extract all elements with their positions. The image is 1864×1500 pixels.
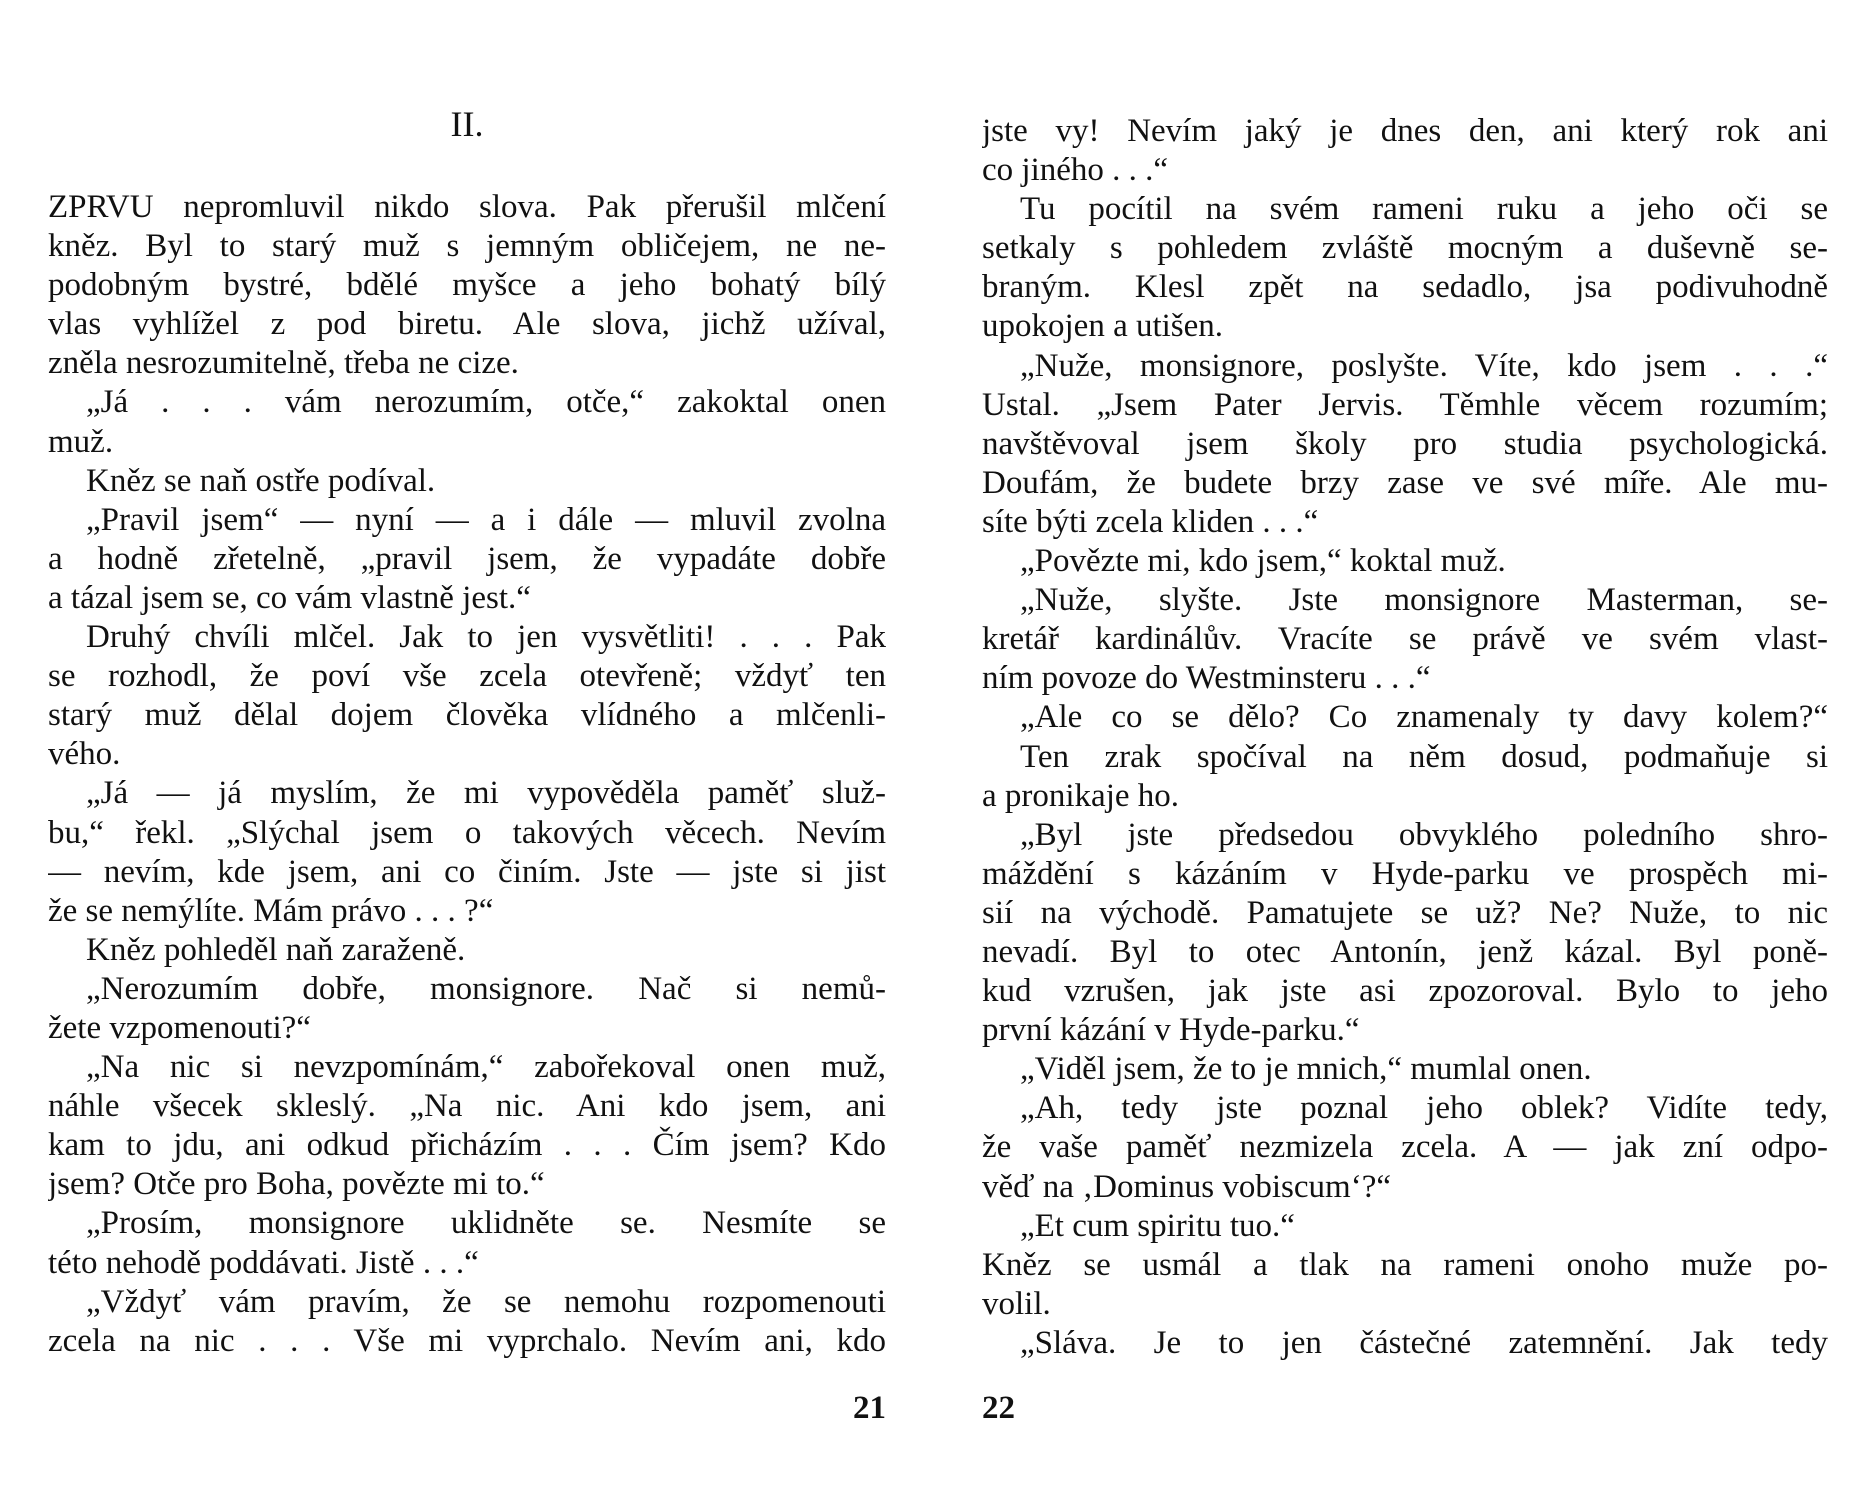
right-page-number: 22 [982,1390,1015,1426]
text-line: co jiného . . .“ [982,152,1169,189]
left-page-number: 21 [853,1390,886,1426]
text-line: nevadí. Byl to otec Antonín, jenž kázal. Byl poně- [982,933,1828,970]
text-line: zcela na nic . . . Vše mi vyprchalo. Nevím ani, kdo [48,1322,886,1359]
text-line: ním povoze do Westminsteru . . .“ [982,660,1431,697]
right-page [982,0,1828,1500]
text-line: podobným bystré, bdělé myšce a jeho bohatý bílý [48,267,886,304]
left-page [48,0,886,1500]
text-line: kněz. Byl to starý muž s jemným obličejem, ne ne- [48,228,886,265]
text-line: Kněz pohleděl naň zaraženě. [86,931,466,968]
text-line: „Nuže, monsignore, poslyšte. Víte, kdo jsem . . .“ [1020,347,1828,384]
text-line: že vaše paměť nezmizela zcela. A — jak zní odpo- [982,1129,1828,1166]
text-line: Ustal. „Jsem Pater Jervis. Těmhle věcem rozumím; [982,386,1828,423]
text-line: kam to jdu, ani odkud přicházím . . . Čím jsem? Kdo [48,1127,886,1164]
text-line: „Sláva. Je to jen částečné zatemnění. Jak tedy [1020,1324,1828,1361]
text-line: „Ale co se dělo? Co znamenaly ty davy kolem?“ [1020,699,1828,736]
text-line: „Pravil jsem“ — nyní — a i dále — mluvil zvolna [86,501,886,538]
text-line: této nehodě poddávati. Jistě . . .“ [48,1244,479,1281]
text-line: jsem? Otče pro Boha, povězte mi to.“ [48,1166,545,1203]
text-line: „Prosím, monsignore uklidněte se. Nesmíte se [86,1205,886,1242]
text-line: síte býti zcela kliden . . .“ [982,503,1319,540]
text-line: „Viděl jsem, že to je mnich,“ mumlal onen. [1020,1051,1592,1088]
text-line: volil. [982,1285,1051,1322]
text-line: „Vždyť vám pravím, že se nemohu rozpomenouti [86,1283,886,1320]
text-line: braným. Klesl zpět na sedadlo, jsa podivuhodně [982,269,1828,306]
text-line: žete vzpomenouti?“ [48,1009,311,1046]
text-line: vého. [48,736,121,773]
text-line: upokojen a utišen. [982,308,1224,345]
text-line: starý muž dělal dojem člověka vlídného a mlčenli- [48,697,886,734]
text-line: zněla nesrozumitelně, třeba ne cize. [48,345,519,382]
text-line: se rozhodl, že poví vše zcela otevřeně; vždyť ten [48,658,886,695]
text-line: „Ah, tedy jste poznal jeho oblek? Vidíte tedy, [1020,1090,1828,1127]
text-line: a hodně zřetelně, „pravil jsem, že vypadáte dobře [48,540,886,577]
text-line: Kněz se usmál a tlak na rameni onoho muže po- [982,1246,1828,1283]
text-line: „Byl jste předsedou obvyklého poledního shro- [1020,816,1828,853]
right-page-text [982,112,1828,1363]
text-line: Ten zrak spočíval na něm dosud, podmaňuje si [1020,738,1828,775]
text-line: „Nerozumím dobře, monsignore. Nač si nemů- [86,970,886,1007]
text-line: věď na ‚Dominus vobiscum‘?“ [982,1168,1391,1205]
text-line: navštěvoval jsem školy pro studia psychologická. [982,425,1828,462]
text-line: Tu pocítil na svém rameni ruku a jeho oči se [1020,191,1828,228]
chapter-heading: II. [450,104,484,144]
text-line: Kněz se naň ostře podíval. [86,462,436,499]
text-line: že se nemýlíte. Mám právo . . . ?“ [48,892,494,929]
text-line: „Na nic si nevzpomínám,“ zabořekoval onen muž, [86,1049,886,1086]
text-line: setkaly s pohledem zvláště mocným a duševně se- [982,230,1828,267]
text-line: máždění s kázáním v Hyde-parku ve prospěch mi- [982,855,1828,892]
text-line: ZPRVU nepromluvil nikdo slova. Pak přerušil mlčení [48,189,886,225]
left-page-text [48,188,886,1361]
text-line: kretář kardinálův. Vracíte se právě ve svém vlast- [982,621,1828,658]
text-line: „Et cum spiritu tuo.“ [1020,1207,1295,1244]
text-line: a tázal jsem se, co vám vlastně jest.“ [48,579,531,616]
text-line: vlas vyhlížel z pod biretu. Ale slova, jichž užíval, [48,306,886,343]
text-line: — nevím, kde jsem, ani co činím. Jste — jste si jist [48,853,886,890]
text-line: náhle všecek skleslý. „Na nic. Ani kdo jsem, ani [48,1088,886,1125]
text-line: Druhý chvíli mlčel. Jak to jen vysvětliti! . . . Pak [86,619,886,656]
text-line: „Já — já myslím, že mi vypověděla paměť služ- [86,775,886,812]
text-line: „Povězte mi, kdo jsem,“ koktal muž. [1020,543,1506,580]
text-line: první kázání v Hyde-parku.“ [982,1012,1360,1049]
text-line: kud vzrušen, jak jste asi zpozoroval. Bylo to jeho [982,973,1828,1010]
text-line: a pronikaje ho. [982,777,1180,814]
text-line: Doufám, že budete brzy zase ve své míře. Ale mu- [982,464,1828,501]
text-line: jste vy! Nevím jaký je dnes den, ani který rok ani [982,113,1828,149]
text-line: sií na východě. Pamatujete se už? Ne? Nuže, to nic [982,894,1828,931]
text-line: bu,“ řekl. „Slýchal jsem o takových věcech. Nevím [48,814,886,851]
text-line: „Nuže, slyšte. Jste monsignore Masterman, se- [1020,582,1828,619]
text-line: „Já . . . vám nerozumím, otče,“ zakoktal onen [86,384,886,421]
text-line: muž. [48,423,114,460]
